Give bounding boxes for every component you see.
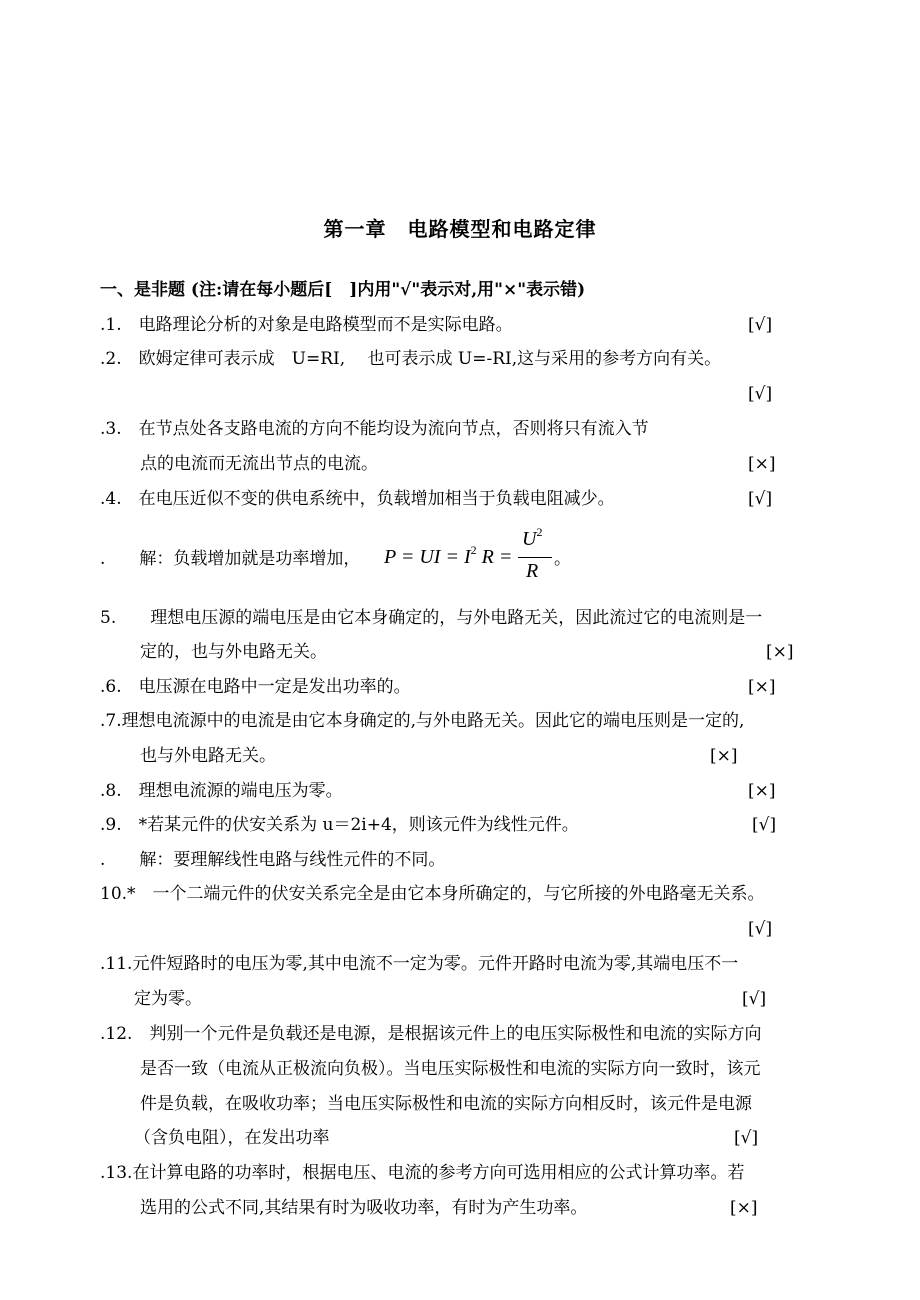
section-heading: 一、是非题 (注:请在每小题后[ ]内用"√"表示对,用"×"表示错): [100, 280, 586, 300]
answer-mark-10: [√]: [748, 919, 773, 939]
formula-mid: R =: [481, 546, 513, 568]
question-11-cont: 定为零。: [134, 989, 202, 1009]
answer-mark-13: [×]: [730, 1198, 758, 1218]
answer-mark-2: [√]: [748, 384, 773, 404]
question-9: .9. *若某元件的伏安关系为 u＝2i+4，则该元件为线性元件。: [100, 815, 579, 835]
answer-mark-3: [×]: [748, 454, 776, 474]
question-6: .6. 电压源在电路中一定是发出功率的。: [100, 677, 411, 697]
question-13: .13.在计算电路的功率时，根据电压、电流的参考方向可选用相应的公式计算功率。若: [100, 1163, 745, 1183]
question-4: .4. 在电压近似不变的供电系统中，负载增加相当于负载电阻减少。: [100, 489, 615, 509]
solution-4: . 解：负载增加就是功率增加，: [100, 549, 361, 569]
question-8: .8. 理想电流源的端电压为零。: [100, 781, 343, 801]
question-12-cont-1: 是否一致（电流从正极流向负极）。当电压实际极性和电流的实际方向一致时，该元: [140, 1059, 761, 1079]
formula-tail: 。: [554, 549, 571, 569]
question-13-cont: 选用的公式不同,其结果有时为吸收功率，有时为产生功率。: [140, 1198, 588, 1218]
question-12: .12. 判别一个元件是负载还是电源，是根据该元件上的电压实际极性和电流的实际方向: [100, 1024, 762, 1044]
question-5-cont: 定的，也与外电路无关。: [140, 642, 327, 662]
question-3: .3. 在节点处各支路电流的方向不能均设为流向节点，否则将只有流入节: [100, 419, 649, 439]
formula-lhs: P = UI = I: [384, 546, 471, 568]
question-12-cont-3: （含负电阻），在发出功率: [134, 1128, 330, 1148]
chapter-title: 第一章 电路模型和电路定律: [323, 217, 597, 241]
answer-mark-7: [×]: [710, 746, 738, 766]
formula-numerator: U: [522, 528, 537, 550]
answer-mark-5: [×]: [766, 642, 794, 662]
question-2: .2. 欧姆定律可表示成 U=RI, 也可表示成 U=-RI,这与采用的参考方向有关。: [100, 349, 722, 369]
fraction-bar: [518, 557, 552, 558]
question-10: 10.* 一个二端元件的伏安关系完全是由它本身所确定的，与它所接的外电路毫无关系。: [100, 884, 765, 904]
answer-mark-6: [×]: [748, 677, 776, 697]
question-1: .1. 电路理论分析的对象是电路模型而不是实际电路。: [100, 315, 513, 335]
formula-numerator-sup: 2: [536, 525, 543, 539]
answer-mark-8: [×]: [748, 781, 776, 801]
question-7-cont: 也与外电路无关。: [140, 746, 276, 766]
question-3-cont: 点的电流而无流出节点的电流。: [140, 454, 378, 474]
solution-9: . 解：要理解线性电路与线性元件的不同。: [100, 850, 446, 870]
answer-mark-11: [√]: [742, 989, 767, 1009]
question-7: .7.理想电流源中的电流是由它本身确定的,与外电路无关。因此它的端电压则是一定的,: [100, 711, 745, 731]
answer-mark-1: [√]: [748, 315, 773, 335]
question-11: .11.元件短路时的电压为零,其中电流不一定为零。元件开路时电流为零,其端电压不一: [100, 954, 739, 974]
answer-mark-4: [√]: [748, 489, 773, 509]
question-12-cont-2: 件是负载，在吸收功率；当电压实际极性和电流的实际方向相反时，该元件是电源: [140, 1094, 752, 1114]
answer-mark-9: [√]: [752, 815, 777, 835]
formula-denominator: R: [526, 560, 539, 582]
power-formula: [384, 525, 574, 588]
formula-sup: 2: [470, 543, 477, 557]
answer-mark-12: [√]: [734, 1128, 759, 1148]
question-5: 5. 理想电压源的端电压是由它本身确定的，与外电路无关，因此流过它的电流则是一: [100, 608, 763, 628]
